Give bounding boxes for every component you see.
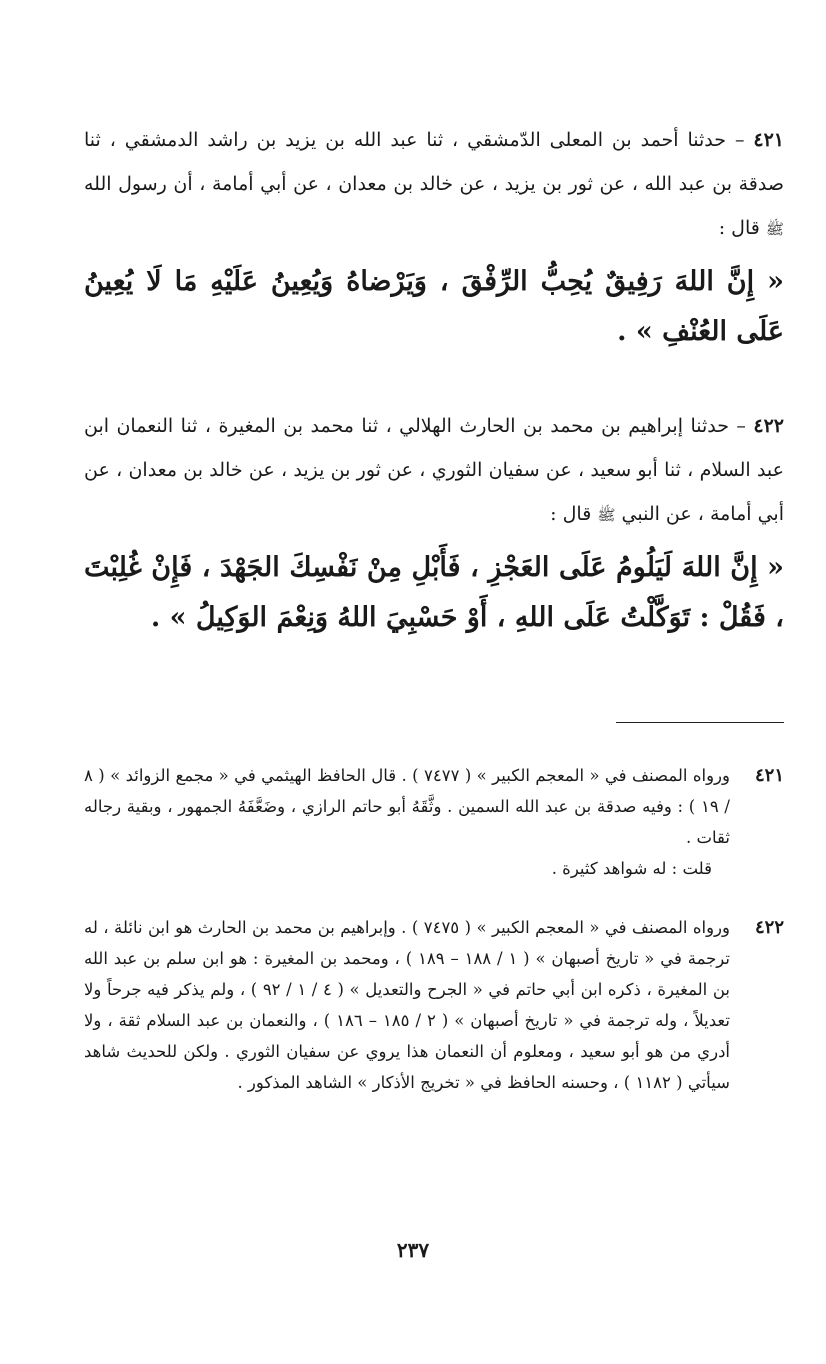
footnote-divider xyxy=(616,722,784,723)
hadith-421-chain-end: قال : xyxy=(718,217,760,239)
hadith-422 xyxy=(84,404,784,643)
footnote-421 xyxy=(84,760,784,884)
hadith-421-text: « إِنَّ اللهَ رَفِيقٌ يُحِبُّ الرِّفْقَ ، وَيَرْضاهُ وَيُعِينُ عَلَيْهِ مَا لَا يُعِينُ عَلَى العُنْفِ » . xyxy=(84,266,784,347)
footnote-421-note: قلت : له شواهد كثيرة . xyxy=(551,859,712,878)
hadith-421-number: ٤٢١ xyxy=(753,129,785,151)
hadith-421-chain xyxy=(84,118,784,251)
hadith-421 xyxy=(84,118,784,357)
hadith-421-chain-text: – حدثنا أحمد بن المعلى الدّمشقي ، ثنا عبد الله بن يزيد بن راشد الدمشقي ، ثنا صدقة بن عبد الله ، عن ثور بن يزيد ، عن خالد بن معدان ، عن أبي أمامة ، أن رسول الله xyxy=(84,129,784,195)
hadith-422-chain-end: قال : xyxy=(550,503,592,525)
page-number: ٢٣٧ xyxy=(396,1238,430,1262)
salutation-glyph: ﷺ xyxy=(597,506,616,524)
hadith-422-text: « إِنَّ اللهَ لَيَلُومُ عَلَى العَجْزِ ، فَأَبْلِ مِنْ نَفْسِكَ الجَهْدَ ، فَإِنْ غُلِبْتَ ، فَقُلْ : تَوَكَّلْتُ عَلَى اللهِ ، أَوْ حَسْبِيَ اللهُ وَنِعْمَ الوَكِيلُ » . xyxy=(84,552,784,633)
salutation-glyph: ﷺ xyxy=(765,220,784,238)
hadith-422-chain-text: – حدثنا إبراهيم بن محمد بن الحارث الهلالي ، ثنا محمد بن المغيرة ، ثنا النعمان ابن عبد السلام ، ثنا أبو سعيد ، عن سفيان الثوري ، عن ثور بن يزيد ، عن خالد بن معدان ، عن أبي أمامة ، عن النبي xyxy=(84,415,784,525)
hadith-422-number: ٤٢٢ xyxy=(753,415,784,437)
footnote-422-number: ٤٢٢ xyxy=(754,917,784,938)
footnote-421-text: ورواه المصنف في « المعجم الكبير » ( ٧٤٧٧ ) . قال الحافظ الهيثمي في « مجمع الزوائد » ( ٨ / ١٩ ) : وفيه صدقة بن عبد الله السمين . وثَّقَهُ أبو حاتم الرازي ، وضَعَّفَهُ الجمهور ، وبقية رجاله ثقات . xyxy=(84,766,730,847)
footnote-422-text: ورواه المصنف في « المعجم الكبير » ( ٧٤٧٥ ) . وإبراهيم بن محمد بن الحارث هو ابن نائلة ، له ترجمة في « تاريخ أصبهان » ( ١ / ١٨٨ – ١٨٩ ) ، ومحمد بن المغيرة : هو ابن سلم بن عبد الله بن المغيرة ، ذكره ابن أبي حاتم في « الجرح والتعديل » ( ٤ / ١ / ٩٢ ) ، ولم يذكر فيه جرحاً ولا تعديلاً ، وله ترجمة في « تاريخ أصبهان » ( ٢ / ١٨٥ – ١٨٦ ) ، والنعمان بن عبد السلام ثقة ، ولا أدري من هو أبو سعيد ، ومعلوم أن النعمان هذا يروي عن سفيان الثوري . ولكن للحديث شاهد سيأتي ( ١١٨٢ ) ، وحسنه الحافظ في « تخريج الأذكار » الشاهد المذكور . xyxy=(84,918,731,1092)
footnote-421-number: ٤٢١ xyxy=(754,765,784,786)
hadith-422-chain xyxy=(84,404,784,537)
footnote-422 xyxy=(84,912,784,1098)
